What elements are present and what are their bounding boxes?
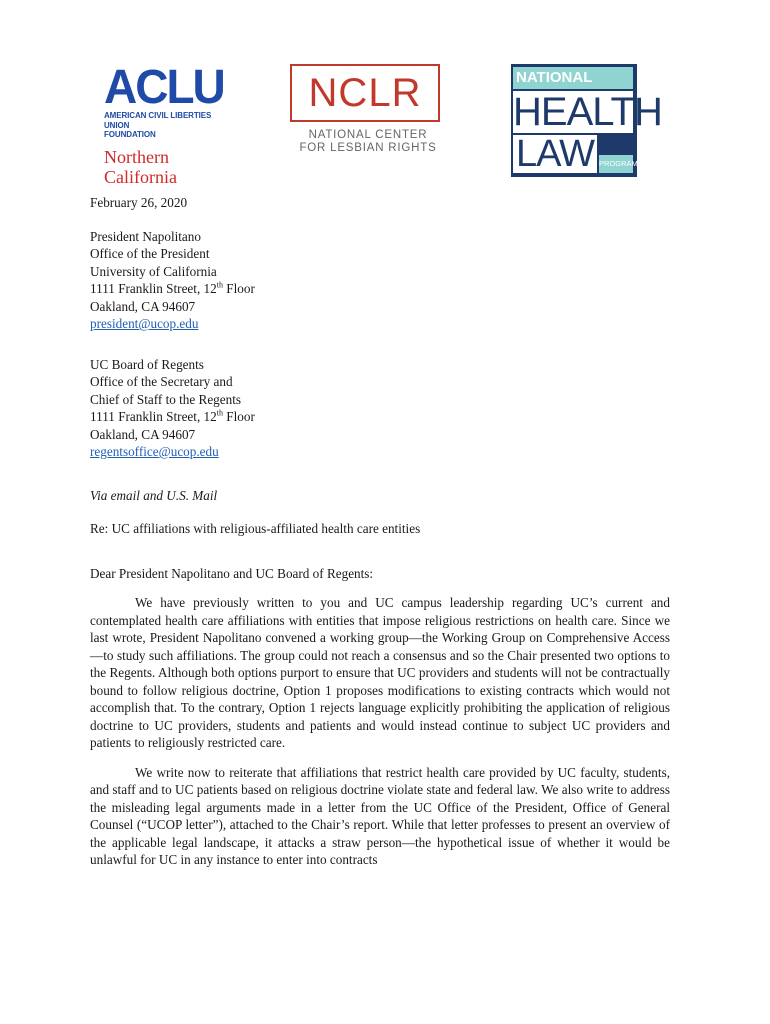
delivery-method: Via email and U.S. Mail — [90, 487, 218, 503]
aclu-org-line2: FOUNDATION — [104, 130, 156, 139]
recipient-city: Oakland, CA 94607 — [90, 298, 196, 314]
recipient-name: UC Board of Regents — [90, 356, 204, 372]
body-paragraph-2: We write now to reiterate that affiliations that restrict health care provided by UC faculty, students, and staff and to UC patients based on religious doctrine violate state and federal law. We also write to address the misleading legal arguments made in a letter from the UC Office of the President, Office of General Counsel (“UCOP letter”), attached to the Chair’s report. While that letter professes to present an overview of the applicable legal landscape, it attacks a straw person—the hypothetical issue of whether it would be unlawful for UC in any instance to enter into contracts — [90, 764, 670, 867]
nhlp-line1: NATIONAL — [513, 67, 633, 89]
street-superscript: th — [216, 408, 223, 418]
nclr-sub-line1: NATIONAL CENTER — [308, 129, 428, 141]
letter-date: February 26, 2020 — [90, 195, 188, 210]
recipient-address-regents — [90, 356, 670, 461]
subject-line: Re: UC affiliations with religious-affiliated health care entities — [90, 521, 421, 536]
nhlp-line4: PROGRAM — [599, 155, 633, 173]
recipient-address-president — [90, 228, 670, 333]
regents-email-link[interactable]: regentsoffice@ucop.edu — [90, 444, 219, 459]
aclu-region-line1: Northern — [104, 146, 169, 167]
street-floor: Floor — [222, 281, 255, 296]
body-paragraph-1: We have previously written to you and UC campus leadership regarding UC’s current and contemplated health care affiliations with entities that impose religious restrictions on health care. Since we last wrote, President Napolitano convened a working group—the Working Group on Comprehensive Access—to study such affiliations. The group could not reach a consensus and so the Chair presented two options to the Regents. Although both options purport to ensure that UC providers and students will not be contractually bound to follow religious doctrine, Option 1 proposes modifications to existing contracts which would not accomplish that. To the contrary, Option 1 rejects language explicitly prohibiting the application of religious doctrine to UC providers, students and patients and would instead continue to subject UC providers and patients to religiously restricted care. — [90, 595, 670, 750]
nhlp-logo — [511, 64, 662, 177]
nclr-box — [290, 64, 440, 122]
recipient-street — [90, 408, 670, 426]
street-text: 1111 Franklin Street, 12 — [90, 409, 217, 424]
nclr-sub-line2: FOR LESBIAN RIGHTS — [299, 142, 437, 154]
recipient-office: Office of the Secretary and — [90, 374, 233, 389]
nclr-wordmark: NCLR — [308, 71, 422, 115]
letter-body — [90, 194, 670, 869]
aclu-logo — [104, 58, 234, 187]
president-email-link[interactable]: president@ucop.edu — [90, 316, 199, 331]
recipient-org: University of California — [90, 263, 217, 279]
aclu-wordmark: ACLU — [104, 58, 224, 114]
street-superscript: th — [216, 280, 223, 290]
recipient-office: Office of the President — [90, 246, 210, 261]
nclr-logo — [288, 64, 448, 155]
aclu-region-line2: California — [104, 166, 177, 187]
recipient-office-2: Chief of Staff to the Regents — [90, 391, 242, 407]
street-text: 1111 Franklin Street, 12 — [90, 281, 217, 296]
aclu-org-line1: AMERICAN CIVIL LIBERTIES UNION — [104, 111, 212, 130]
street-floor: Floor — [222, 409, 255, 424]
recipient-street — [90, 280, 670, 298]
recipient-name: President Napolitano — [90, 228, 201, 244]
salutation: Dear President Napolitano and UC Board of Regents: — [90, 565, 374, 581]
nhlp-line2: HEALTH — [513, 90, 662, 134]
nhlp-line3: LAW — [513, 135, 597, 173]
recipient-city: Oakland, CA 94607 — [90, 426, 196, 442]
